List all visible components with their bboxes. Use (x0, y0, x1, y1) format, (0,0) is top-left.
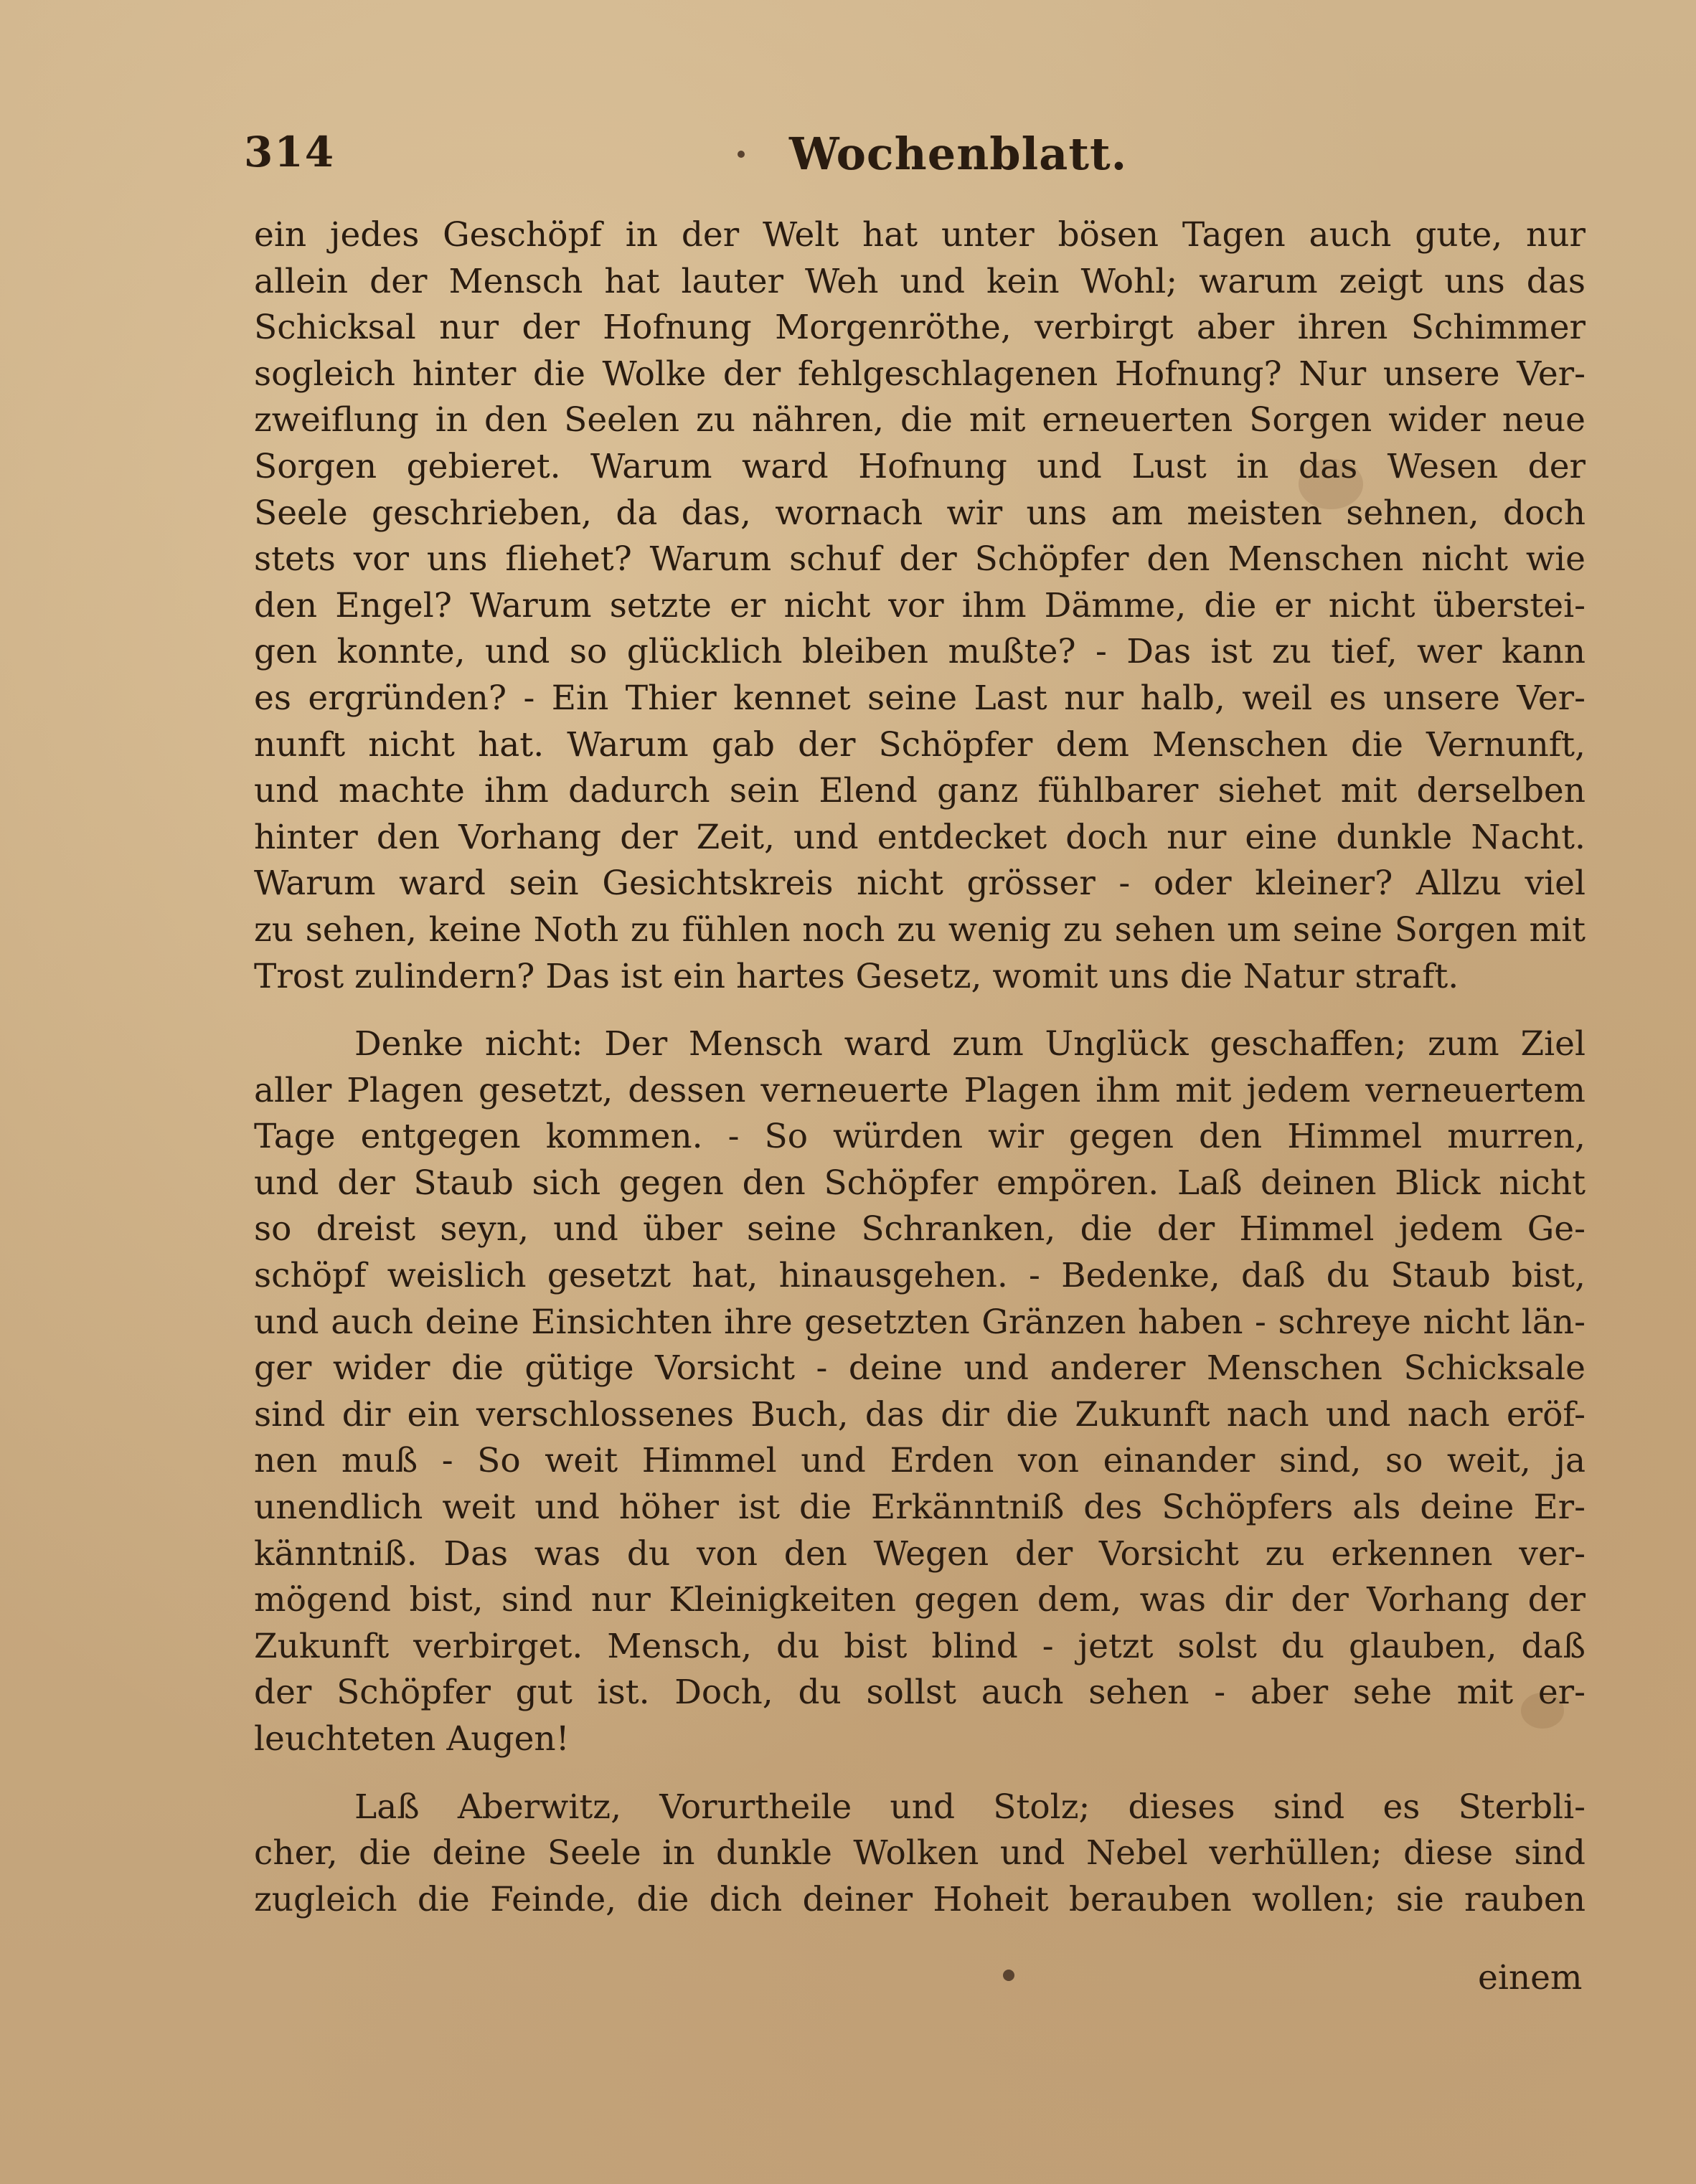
text-line: hinter den Vorhang der Zeit, und entdecket doch nur eine dunkle Nacht. (254, 817, 1586, 857)
text-line: Laß Aberwitz, Vorurtheile und Stolz; dieses sind es Sterbli- (354, 1787, 1586, 1827)
text-line: nunft nicht hat. Warum gab der Schöpfer dem Menschen die Vernunft, (254, 724, 1586, 765)
paragraph-1 (254, 212, 1586, 1000)
text-line: unendlich weit und höher ist die Erkänntniß des Schöpfers als deine Er- (254, 1488, 1586, 1528)
page-number: 314 (244, 128, 336, 176)
text-line: zweiflung in den Seelen zu nähren, die mit erneuerten Sorgen wider neue (254, 400, 1586, 440)
text-line: gen konnte, und so glücklich bleiben mußte? - Das ist zu tief, wer kann (254, 632, 1586, 672)
text-line: und machte ihm dadurch sein Elend ganz fühlbarer siehet mit derselben (254, 771, 1586, 811)
text-line: zu sehen, keine Noth zu fühlen noch zu wenig zu sehen um seine Sorgen mit (254, 909, 1586, 950)
text-line: cher, die deine Seele in dunkle Wolken und Nebel verhüllen; diese sind (254, 1833, 1586, 1873)
text-line: Zukunft verbirget. Mensch, du bist blind - jetzt solst du glauben, daß (254, 1626, 1586, 1666)
text-line: nen muß - So weit Himmel und Erden von einander sind, so weit, ja (254, 1441, 1586, 1481)
text-line: sogleich hinter die Wolke der fehlgeschlagenen Hofnung? Nur unsere Ver- (254, 354, 1586, 394)
text-line: allein der Mensch hat lauter Weh und kein Wohl; warum zeigt uns das (254, 261, 1586, 301)
text-line: der Schöpfer gut ist. Doch, du sollst auch sehen - aber sehe mit er- (254, 1673, 1586, 1713)
text-line: aller Plagen gesetzt, dessen verneuerte Plagen ihm mit jedem verneuertem (254, 1070, 1586, 1110)
running-head: Wochenblatt. (789, 128, 1128, 180)
text-line: Sorgen gebieret. Warum ward Hofnung und Lust in das Wesen der (254, 446, 1586, 486)
text-line: stets vor uns fliehet? Warum schuf der Schöpfer den Menschen nicht wie (254, 539, 1586, 580)
body-text (254, 212, 1586, 1944)
text-line: känntniß. Das was du von den Wegen der Vorsicht zu erkennen ver- (254, 1533, 1586, 1574)
text-line: Warum ward sein Gesichtskreis nicht grösser - oder kleiner? Allzu viel (254, 864, 1586, 904)
paragraph-3 (254, 1784, 1586, 1924)
text-line: Denke nicht: Der Mensch ward zum Unglück geschaffen; zum Ziel (354, 1024, 1586, 1064)
text-line: Trost zulindern? Das ist ein hartes Gesetz, womit uns die Natur straft. (254, 956, 1459, 996)
text-line: sind dir ein verschlossenes Buch, das dir die Zukunft nach und nach eröf- (254, 1394, 1586, 1434)
text-line: den Engel? Warum setzte er nicht vor ihm Dämme, die er nicht überstei- (254, 585, 1586, 625)
text-line: und der Staub sich gegen den Schöpfer empören. Laß deinen Blick nicht (254, 1163, 1586, 1203)
text-line: Tage entgegen kommen. - So würden wir gegen den Himmel murren, (254, 1117, 1586, 1157)
paragraph-2 (254, 1021, 1586, 1763)
page-header (244, 128, 1492, 185)
text-line: ein jedes Geschöpf in der Welt hat unter bösen Tagen auch gute, nur (254, 215, 1586, 255)
text-line: schöpf weislich gesetzt hat, hinausgehen. - Bedenke, daß du Staub bist, (254, 1256, 1586, 1296)
text-line: Seele geschrieben, da das, wornach wir uns am meisten sehnen, doch (254, 493, 1586, 533)
catchword: einem (1478, 1958, 1583, 1998)
text-line: so dreist seyn, und über seine Schranken, die der Himmel jedem Ge- (254, 1209, 1586, 1249)
text-line: Schicksal nur der Hofnung Morgenröthe, verbirgt aber ihren Schimmer (254, 308, 1586, 348)
text-line: mögend bist, sind nur Kleinigkeiten gegen dem, was dir der Vorhang der (254, 1580, 1586, 1620)
text-line: zugleich die Feinde, die dich deiner Hoheit berauben wollen; sie rauben (254, 1879, 1586, 1919)
text-line: ger wider die gütige Vorsicht - deine und anderer Menschen Schicksale (254, 1348, 1586, 1389)
text-line: es ergründen? - Ein Thier kennet seine Last nur halb, weil es unsere Ver- (254, 678, 1586, 718)
text-line: und auch deine Einsichten ihre gesetzten Gränzen haben - schreye nicht län- (254, 1302, 1586, 1342)
ink-spot (1003, 1970, 1014, 1981)
text-line: leuchteten Augen! (254, 1719, 570, 1759)
